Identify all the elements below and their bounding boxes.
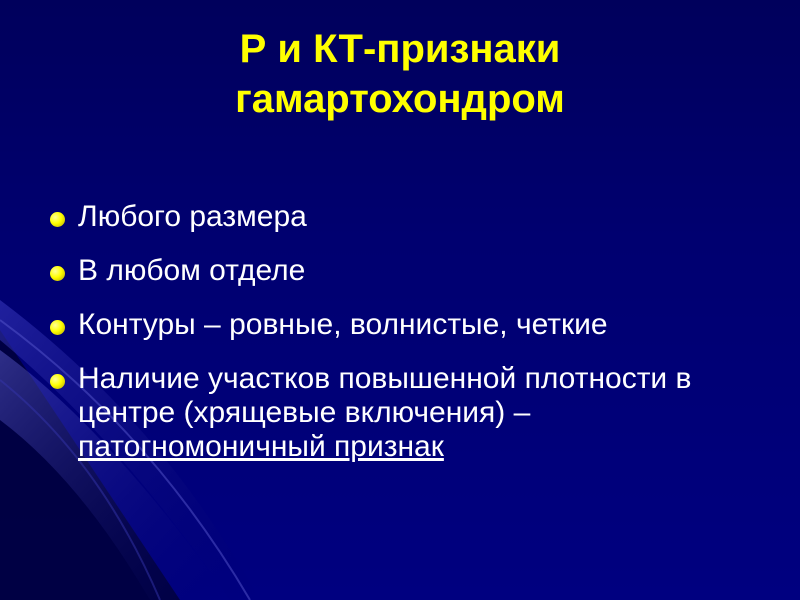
bullet-icon — [50, 266, 65, 281]
bullet-icon — [50, 374, 65, 389]
bullet-underlined-text: патогномоничный признак — [78, 430, 444, 463]
bullet-item-location — [48, 254, 778, 288]
bullet-icon — [50, 320, 65, 335]
bullet-icon — [50, 212, 65, 227]
bullet-text: В любом отделе — [78, 254, 306, 287]
bullet-text: Любого размера — [78, 200, 307, 233]
slide-title-line-2: гамартохондром — [235, 77, 565, 121]
bullet-item-contours — [48, 308, 778, 342]
bullet-item-size — [48, 200, 778, 234]
bullet-text: Наличие участков повышенной плотности в центре (хрящевые включения) – — [78, 362, 692, 429]
slide-title-line-1: Р и КТ-признаки — [239, 27, 561, 71]
bullet-item-density — [48, 362, 778, 464]
bullet-text: Контуры – ровные, волнистые, четкие — [78, 308, 608, 341]
slide-title — [0, 24, 800, 124]
bullet-list — [48, 200, 778, 484]
